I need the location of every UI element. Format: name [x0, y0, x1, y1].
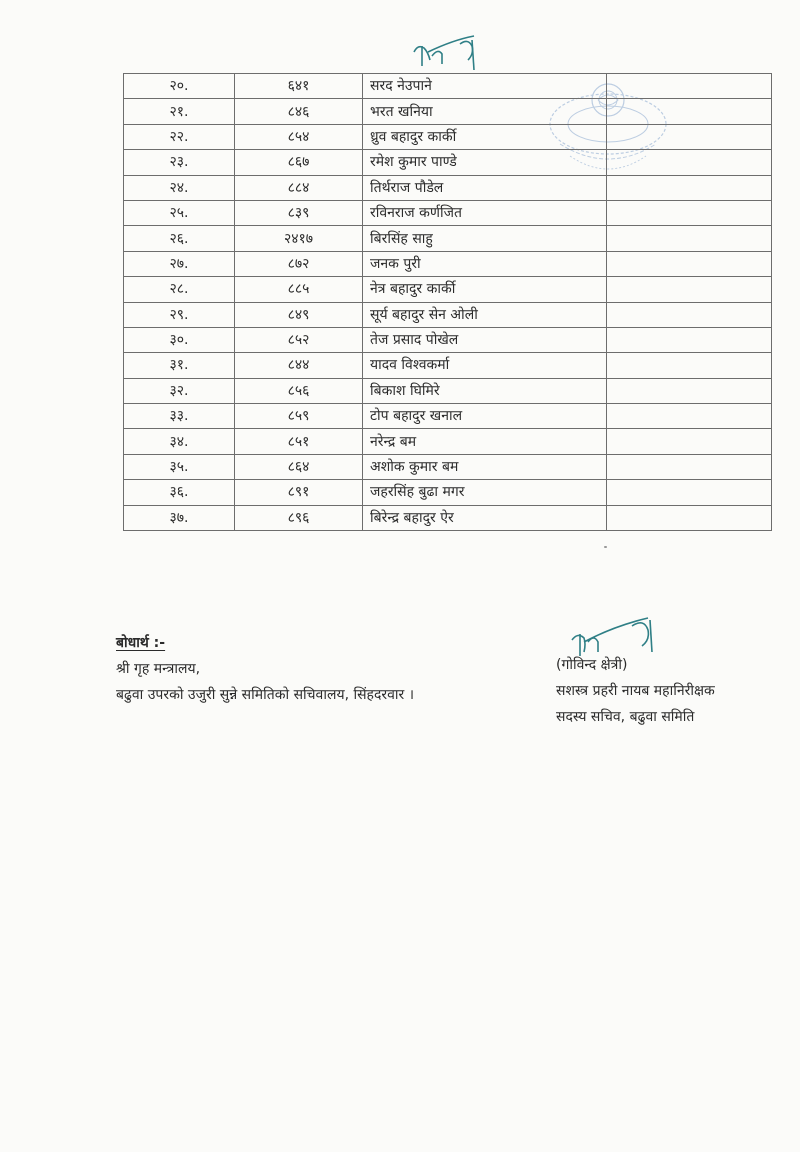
name-cell: जनक पुरी — [363, 251, 607, 276]
table-row — [124, 454, 772, 479]
id-number-cell: ८५१ — [235, 429, 363, 454]
signatory-block — [556, 652, 715, 730]
table-row — [124, 302, 772, 327]
table-row — [124, 226, 772, 251]
name-cell: बिरसिंह साहु — [363, 226, 607, 251]
serial-number-cell: २०. — [124, 74, 235, 99]
remark-cell — [607, 74, 772, 99]
table-row — [124, 429, 772, 454]
serial-number-cell: २७. — [124, 251, 235, 276]
remark-cell — [607, 480, 772, 505]
name-cell: ध्रुव बहादुर कार्की — [363, 124, 607, 149]
table-row — [124, 200, 772, 225]
remark-cell — [607, 302, 772, 327]
serial-number-cell: २३. — [124, 150, 235, 175]
remark-cell — [607, 124, 772, 149]
table-row — [124, 277, 772, 302]
remark-cell — [607, 175, 772, 200]
stray-mark — [604, 546, 607, 548]
signatory-rank: सशस्त्र प्रहरी नायब महानिरीक्षक — [556, 683, 715, 699]
name-cell: बिरेन्द्र बहादुर ऐर — [363, 505, 607, 530]
serial-number-cell: ३२. — [124, 378, 235, 403]
serial-number-cell: २४. — [124, 175, 235, 200]
signatory-name: (गोविन्द क्षेत्री) — [556, 657, 628, 673]
id-number-cell: २४१७ — [235, 226, 363, 251]
cc-recipient-secretariat: बढुवा उपरको उजुरी सुन्ने समितिको सचिवालय, सिंहदरवार । — [116, 687, 415, 703]
remark-cell — [607, 404, 772, 429]
remark-cell — [607, 200, 772, 225]
name-cell: अशोक कुमार बम — [363, 454, 607, 479]
remark-cell — [607, 251, 772, 276]
table-row — [124, 99, 772, 124]
table-row — [124, 480, 772, 505]
id-number-cell: ८९६ — [235, 505, 363, 530]
table-row — [124, 175, 772, 200]
roster-table — [123, 73, 772, 531]
serial-number-cell: २५. — [124, 200, 235, 225]
serial-number-cell: २९. — [124, 302, 235, 327]
table-row — [124, 327, 772, 352]
remark-cell — [607, 429, 772, 454]
name-cell: नरेन्द्र बम — [363, 429, 607, 454]
name-cell: सरद नेउपाने — [363, 74, 607, 99]
id-number-cell: ८९१ — [235, 480, 363, 505]
remark-cell — [607, 327, 772, 352]
name-cell: तेज प्रसाद पोखेल — [363, 327, 607, 352]
table-row — [124, 150, 772, 175]
remark-cell — [607, 226, 772, 251]
cc-recipient-ministry: श्री गृह मन्त्रालय, — [116, 661, 201, 677]
serial-number-cell: ३६. — [124, 480, 235, 505]
table-row — [124, 404, 772, 429]
name-cell: जहरसिंह बुढा मगर — [363, 480, 607, 505]
serial-number-cell: ३५. — [124, 454, 235, 479]
id-number-cell: ८५२ — [235, 327, 363, 352]
signatory-role: सदस्य सचिव, बढुवा समिति — [556, 709, 695, 725]
id-number-cell: ८८४ — [235, 175, 363, 200]
remark-cell — [607, 277, 772, 302]
remark-cell — [607, 505, 772, 530]
table-row — [124, 124, 772, 149]
id-number-cell: ८४४ — [235, 353, 363, 378]
serial-number-cell: ३७. — [124, 505, 235, 530]
table-row — [124, 251, 772, 276]
id-number-cell: ८३९ — [235, 200, 363, 225]
serial-number-cell: ३३. — [124, 404, 235, 429]
id-number-cell: ८४९ — [235, 302, 363, 327]
id-number-cell: ८६४ — [235, 454, 363, 479]
remark-cell — [607, 150, 772, 175]
serial-number-cell: ३०. — [124, 327, 235, 352]
cc-block — [116, 630, 414, 708]
id-number-cell: ८४६ — [235, 99, 363, 124]
table-row — [124, 378, 772, 403]
name-cell: यादव विश्वकर्मा — [363, 353, 607, 378]
serial-number-cell: २२. — [124, 124, 235, 149]
serial-number-cell: २६. — [124, 226, 235, 251]
remark-cell — [607, 353, 772, 378]
remark-cell — [607, 454, 772, 479]
id-number-cell: ८७२ — [235, 251, 363, 276]
id-number-cell: ८६७ — [235, 150, 363, 175]
name-cell: रमेश कुमार पाण्डे — [363, 150, 607, 175]
name-cell: तिर्थराज पौडेल — [363, 175, 607, 200]
table-row — [124, 505, 772, 530]
name-cell: टोप बहादुर खनाल — [363, 404, 607, 429]
id-number-cell: ८८५ — [235, 277, 363, 302]
id-number-cell: ६४१ — [235, 74, 363, 99]
id-number-cell: ८५९ — [235, 404, 363, 429]
id-number-cell: ८५४ — [235, 124, 363, 149]
name-cell: नेत्र बहादुर कार्की — [363, 277, 607, 302]
name-cell: सूर्य बहादुर सेन ओली — [363, 302, 607, 327]
id-number-cell: ८५६ — [235, 378, 363, 403]
name-cell: रविनराज कर्णजित — [363, 200, 607, 225]
cc-heading: बोधार्थ :- — [116, 635, 166, 651]
table-row — [124, 74, 772, 99]
serial-number-cell: ३१. — [124, 353, 235, 378]
table-row — [124, 353, 772, 378]
serial-number-cell: २८. — [124, 277, 235, 302]
remark-cell — [607, 378, 772, 403]
name-cell: भरत खनिया — [363, 99, 607, 124]
handwritten-initial-icon — [408, 30, 488, 74]
serial-number-cell: २१. — [124, 99, 235, 124]
roster-table-body — [124, 74, 772, 531]
serial-number-cell: ३४. — [124, 429, 235, 454]
name-cell: बिकाश घिमिरे — [363, 378, 607, 403]
remark-cell — [607, 99, 772, 124]
